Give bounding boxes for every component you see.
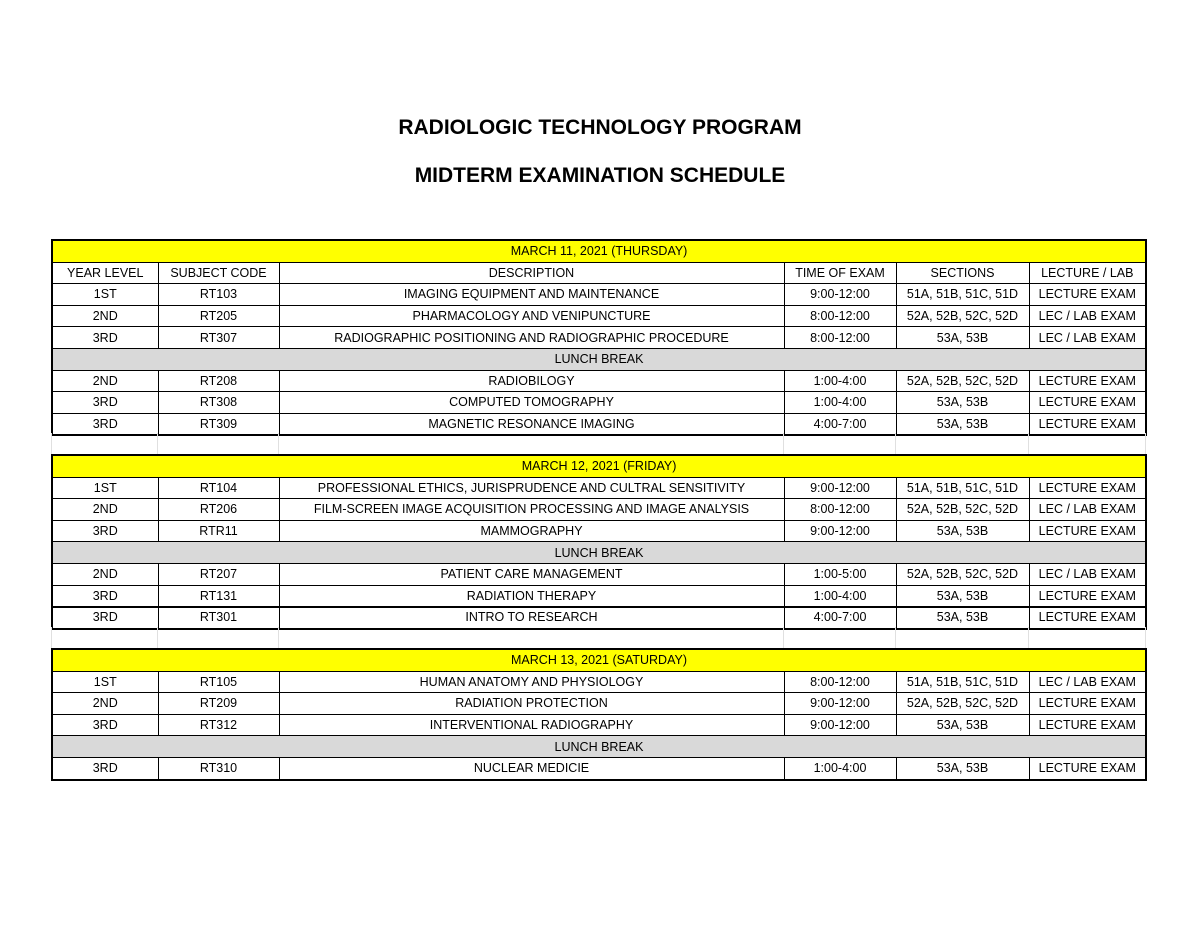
time-cell: 8:00-12:00 <box>784 327 896 349</box>
table-row <box>52 392 1146 414</box>
header-row <box>52 262 1146 284</box>
year-level-cell: 3RD <box>52 327 158 349</box>
year-level-cell: 2ND <box>52 693 158 715</box>
exam-type-cell: LECTURE EXAM <box>1029 585 1146 607</box>
year-level-cell: 3RD <box>52 413 158 435</box>
exam-type-cell: LEC / LAB EXAM <box>1029 671 1146 693</box>
description-cell: IMAGING EQUIPMENT AND MAINTENANCE <box>279 284 784 306</box>
time-cell: 1:00-4:00 <box>784 370 896 392</box>
description-cell: PHARMACOLOGY AND VENIPUNCTURE <box>279 305 784 327</box>
subject-code-cell: RT207 <box>158 563 279 585</box>
year-level-cell: 2ND <box>52 499 158 521</box>
subject-code-cell: RT307 <box>158 327 279 349</box>
sections-cell: 52A, 52B, 52C, 52D <box>896 563 1029 585</box>
table-row <box>52 607 1146 629</box>
table-row <box>52 671 1146 693</box>
year-level-cell: 1ST <box>52 671 158 693</box>
spacer-gridlines <box>51 627 1145 648</box>
sections-cell: 52A, 52B, 52C, 52D <box>896 693 1029 715</box>
sections-cell: 52A, 52B, 52C, 52D <box>896 499 1029 521</box>
subject-code-cell: RT312 <box>158 714 279 736</box>
description-cell: RADIOGRAPHIC POSITIONING AND RADIOGRAPHIC PROCEDURE <box>279 327 784 349</box>
sections-cell: 53A, 53B <box>896 757 1029 779</box>
lunch-break-label: LUNCH BREAK <box>52 542 1146 564</box>
time-cell: 4:00-7:00 <box>784 413 896 435</box>
time-cell: 4:00-7:00 <box>784 607 896 629</box>
year-level-cell: 2ND <box>52 305 158 327</box>
subject-code-cell: RT309 <box>158 413 279 435</box>
description-cell: HUMAN ANATOMY AND PHYSIOLOGY <box>279 671 784 693</box>
exam-type-cell: LECTURE EXAM <box>1029 693 1146 715</box>
description-cell: RADIATION PROTECTION <box>279 693 784 715</box>
year-level-cell: 1ST <box>52 284 158 306</box>
subject-code-cell: RT103 <box>158 284 279 306</box>
sections-cell: 51A, 51B, 51C, 51D <box>896 477 1029 499</box>
date-label: MARCH 11, 2021 (THURSDAY) <box>52 240 1146 262</box>
table-row <box>52 284 1146 306</box>
table-row <box>52 693 1146 715</box>
year-level-cell: 3RD <box>52 520 158 542</box>
time-cell: 9:00-12:00 <box>784 284 896 306</box>
sections-cell: 53A, 53B <box>896 392 1029 414</box>
subject-code-cell: RT209 <box>158 693 279 715</box>
lunch-break-label: LUNCH BREAK <box>52 348 1146 370</box>
exam-type-cell: LECTURE EXAM <box>1029 284 1146 306</box>
header-year-level: YEAR LEVEL <box>52 262 158 284</box>
description-cell: FILM-SCREEN IMAGE ACQUISITION PROCESSING AND IMAGE ANALYSIS <box>279 499 784 521</box>
exam-type-cell: LECTURE EXAM <box>1029 757 1146 779</box>
exam-type-cell: LEC / LAB EXAM <box>1029 305 1146 327</box>
description-cell: RADIOBILOGY <box>279 370 784 392</box>
year-level-cell: 3RD <box>52 607 158 629</box>
description-cell: RADIATION THERAPY <box>279 585 784 607</box>
sections-cell: 51A, 51B, 51C, 51D <box>896 284 1029 306</box>
exam-type-cell: LECTURE EXAM <box>1029 477 1146 499</box>
description-cell: MAMMOGRAPHY <box>279 520 784 542</box>
sections-cell: 53A, 53B <box>896 520 1029 542</box>
description-cell: NUCLEAR MEDICIE <box>279 757 784 779</box>
subject-code-cell: RT310 <box>158 757 279 779</box>
subject-code-cell: RT131 <box>158 585 279 607</box>
time-cell: 8:00-12:00 <box>784 671 896 693</box>
year-level-cell: 2ND <box>52 370 158 392</box>
subject-code-cell: RT104 <box>158 477 279 499</box>
year-level-cell: 2ND <box>52 563 158 585</box>
header-description: DESCRIPTION <box>279 262 784 284</box>
time-cell: 9:00-12:00 <box>784 520 896 542</box>
year-level-cell: 3RD <box>52 585 158 607</box>
subject-code-cell: RT205 <box>158 305 279 327</box>
time-cell: 1:00-5:00 <box>784 563 896 585</box>
table-row <box>52 477 1146 499</box>
schedule-table-day-3 <box>51 648 1147 781</box>
exam-type-cell: LECTURE EXAM <box>1029 714 1146 736</box>
table-row <box>52 520 1146 542</box>
time-cell: 9:00-12:00 <box>784 693 896 715</box>
exam-type-cell: LECTURE EXAM <box>1029 520 1146 542</box>
exam-type-cell: LECTURE EXAM <box>1029 370 1146 392</box>
exam-type-cell: LEC / LAB EXAM <box>1029 563 1146 585</box>
time-cell: 9:00-12:00 <box>784 714 896 736</box>
exam-type-cell: LECTURE EXAM <box>1029 392 1146 414</box>
schedule-title: MIDTERM EXAMINATION SCHEDULE <box>414 164 786 187</box>
description-cell: INTERVENTIONAL RADIOGRAPHY <box>279 714 784 736</box>
year-level-cell: 3RD <box>52 392 158 414</box>
year-level-cell: 1ST <box>52 477 158 499</box>
date-row <box>52 455 1146 477</box>
description-cell: MAGNETIC RESONANCE IMAGING <box>279 413 784 435</box>
sections-cell: 52A, 52B, 52C, 52D <box>896 305 1029 327</box>
subject-code-cell: RT208 <box>158 370 279 392</box>
schedule-table-day-1 <box>51 239 1147 436</box>
lunch-row <box>52 348 1146 370</box>
date-label: MARCH 13, 2021 (SATURDAY) <box>52 649 1146 671</box>
lunch-row <box>52 542 1146 564</box>
table-row <box>52 305 1146 327</box>
time-cell: 1:00-4:00 <box>784 585 896 607</box>
program-title: RADIOLOGIC TECHNOLOGY PROGRAM <box>398 116 802 139</box>
description-cell: PROFESSIONAL ETHICS, JURISPRUDENCE AND CULTRAL SENSITIVITY <box>279 477 784 499</box>
table-row <box>52 370 1146 392</box>
sections-cell: 52A, 52B, 52C, 52D <box>896 370 1029 392</box>
description-cell: COMPUTED TOMOGRAPHY <box>279 392 784 414</box>
date-row <box>52 649 1146 671</box>
subject-code-cell: RTR11 <box>158 520 279 542</box>
header-subject-code: SUBJECT CODE <box>158 262 279 284</box>
time-cell: 8:00-12:00 <box>784 305 896 327</box>
date-row <box>52 240 1146 262</box>
sections-cell: 53A, 53B <box>896 327 1029 349</box>
header-time-of-exam: TIME OF EXAM <box>784 262 896 284</box>
year-level-cell: 3RD <box>52 714 158 736</box>
year-level-cell: 3RD <box>52 757 158 779</box>
schedule-table-day-2 <box>51 454 1147 630</box>
table-row <box>52 714 1146 736</box>
lunch-row <box>52 736 1146 758</box>
subject-code-cell: RT206 <box>158 499 279 521</box>
sections-cell: 53A, 53B <box>896 607 1029 629</box>
description-cell: INTRO TO RESEARCH <box>279 607 784 629</box>
table-row <box>52 499 1146 521</box>
time-cell: 1:00-4:00 <box>784 392 896 414</box>
table-row <box>52 327 1146 349</box>
date-label: MARCH 12, 2021 (FRIDAY) <box>52 455 1146 477</box>
description-cell: PATIENT CARE MANAGEMENT <box>279 563 784 585</box>
exam-type-cell: LECTURE EXAM <box>1029 413 1146 435</box>
spacer-gridlines <box>51 433 1145 454</box>
table-row <box>52 563 1146 585</box>
table-row <box>52 585 1146 607</box>
exam-type-cell: LEC / LAB EXAM <box>1029 327 1146 349</box>
lunch-break-label: LUNCH BREAK <box>52 736 1146 758</box>
header-lecture-lab: LECTURE / LAB <box>1029 262 1146 284</box>
header-sections: SECTIONS <box>896 262 1029 284</box>
time-cell: 1:00-4:00 <box>784 757 896 779</box>
subject-code-cell: RT301 <box>158 607 279 629</box>
subject-code-cell: RT105 <box>158 671 279 693</box>
sections-cell: 53A, 53B <box>896 413 1029 435</box>
subject-code-cell: RT308 <box>158 392 279 414</box>
exam-type-cell: LECTURE EXAM <box>1029 607 1146 629</box>
sections-cell: 51A, 51B, 51C, 51D <box>896 671 1029 693</box>
sections-cell: 53A, 53B <box>896 585 1029 607</box>
table-row <box>52 757 1146 779</box>
exam-type-cell: LEC / LAB EXAM <box>1029 499 1146 521</box>
time-cell: 9:00-12:00 <box>784 477 896 499</box>
sections-cell: 53A, 53B <box>896 714 1029 736</box>
time-cell: 8:00-12:00 <box>784 499 896 521</box>
